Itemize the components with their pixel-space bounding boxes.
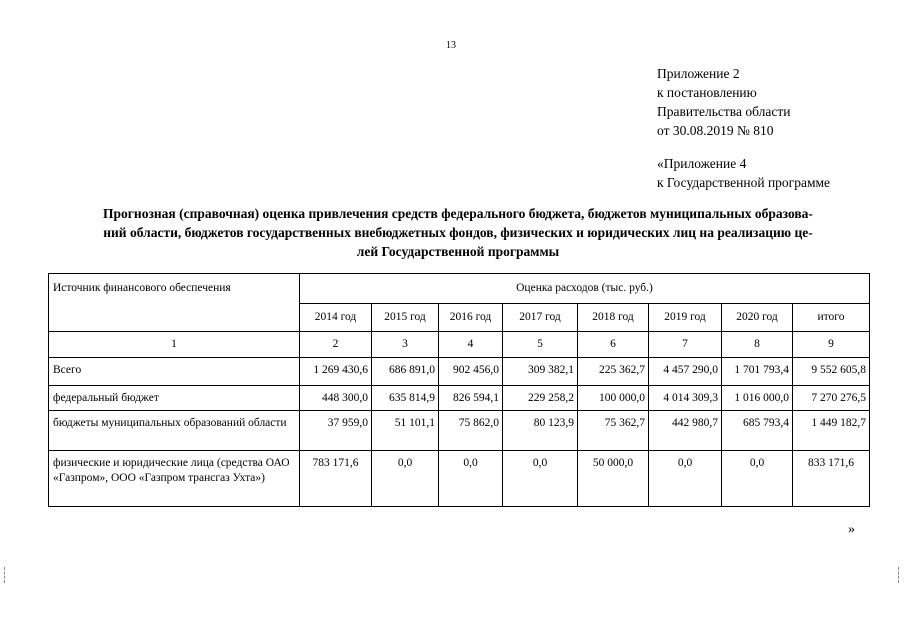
document-title [50,204,866,261]
table-cell: 225 362,7 [578,358,649,386]
table-cell: 1 701 793,4 [722,358,793,386]
page-number: 13 [446,40,456,51]
table-cell: 833 171,6 [793,451,870,507]
table-cell: 75 862,0 [439,411,503,451]
table-cell: 0,0 [649,451,722,507]
table-cell: 51 101,1 [372,411,439,451]
table-cell: 902 456,0 [439,358,503,386]
column-number: 1 [49,332,300,358]
table-cell: 1 269 430,6 [300,358,372,386]
appendix-sub-line: «Приложение 4 [657,156,747,171]
title-line: лей Государственной программы [356,244,560,259]
row-label: физические и юридические лица (средства ОАО «Газпром», ООО «Газпром трансгаз Ухта») [49,451,300,507]
table-cell: 4 014 309,3 [649,386,722,411]
appendix-sub-line: к Государственной программе [657,175,831,190]
financing-table [48,273,870,507]
table-cell: 448 300,0 [300,386,372,411]
scan-edge-mark [898,567,900,583]
table-row [49,451,870,507]
appendix-reference [657,64,830,192]
table-cell: 0,0 [503,451,578,507]
table-cell: 783 171,6 [300,451,372,507]
table-cell: 37 959,0 [300,411,372,451]
title-line: Прогнозная (справочная) оценка привлечения средств федерального бюджета, бюджетов муниципальных образова- [103,206,813,221]
row-label: бюджеты муниципальных образований области [49,411,300,451]
year-header: 2016 год [439,304,503,332]
year-header: 2015 год [372,304,439,332]
year-header: 2018 год [578,304,649,332]
closing-quote: » [848,522,855,537]
table-cell: 0,0 [372,451,439,507]
table-row [49,411,870,451]
column-number: 6 [578,332,649,358]
table-cell: 75 362,7 [578,411,649,451]
column-number: 5 [503,332,578,358]
table-cell: 635 814,9 [372,386,439,411]
table-cell: 1 449 182,7 [793,411,870,451]
row-label: федеральный бюджет [49,386,300,411]
table-cell: 442 980,7 [649,411,722,451]
column-number: 7 [649,332,722,358]
table-cell: 826 594,1 [439,386,503,411]
year-header: 2020 год [722,304,793,332]
table-row [49,358,870,386]
column-number: 9 [793,332,870,358]
table-cell: 4 457 290,0 [649,358,722,386]
source-header: Источник финансового обеспечения [49,274,300,332]
table-row [49,386,870,411]
appendix-line: Приложение 2 [657,66,740,81]
table-cell: 1 016 000,0 [722,386,793,411]
column-number: 4 [439,332,503,358]
total-header: итого [793,304,870,332]
column-number: 8 [722,332,793,358]
year-header: 2017 год [503,304,578,332]
appendix-line: Правительства области [657,104,791,119]
title-line: ний области, бюджетов государственных внебюджетных фондов, физических и юридических лиц на реализацию це- [103,225,813,240]
appendix-line: от 30.08.2019 № 810 [657,123,774,138]
appendix-line: к постановлению [657,85,757,100]
evaluation-header: Оценка расходов (тыс. руб.) [300,274,870,304]
table-cell: 100 000,0 [578,386,649,411]
table-cell: 309 382,1 [503,358,578,386]
table-cell: 50 000,0 [578,451,649,507]
table-cell: 685 793,4 [722,411,793,451]
table-cell: 0,0 [439,451,503,507]
column-number: 2 [300,332,372,358]
table-cell: 229 258,2 [503,386,578,411]
table-cell: 0,0 [722,451,793,507]
column-number: 3 [372,332,439,358]
scan-edge-mark [4,567,6,583]
table-cell: 80 123,9 [503,411,578,451]
row-label: Всего [49,358,300,386]
year-header: 2019 год [649,304,722,332]
year-header: 2014 год [300,304,372,332]
table-cell: 9 552 605,8 [793,358,870,386]
table-cell: 7 270 276,5 [793,386,870,411]
table-cell: 686 891,0 [372,358,439,386]
